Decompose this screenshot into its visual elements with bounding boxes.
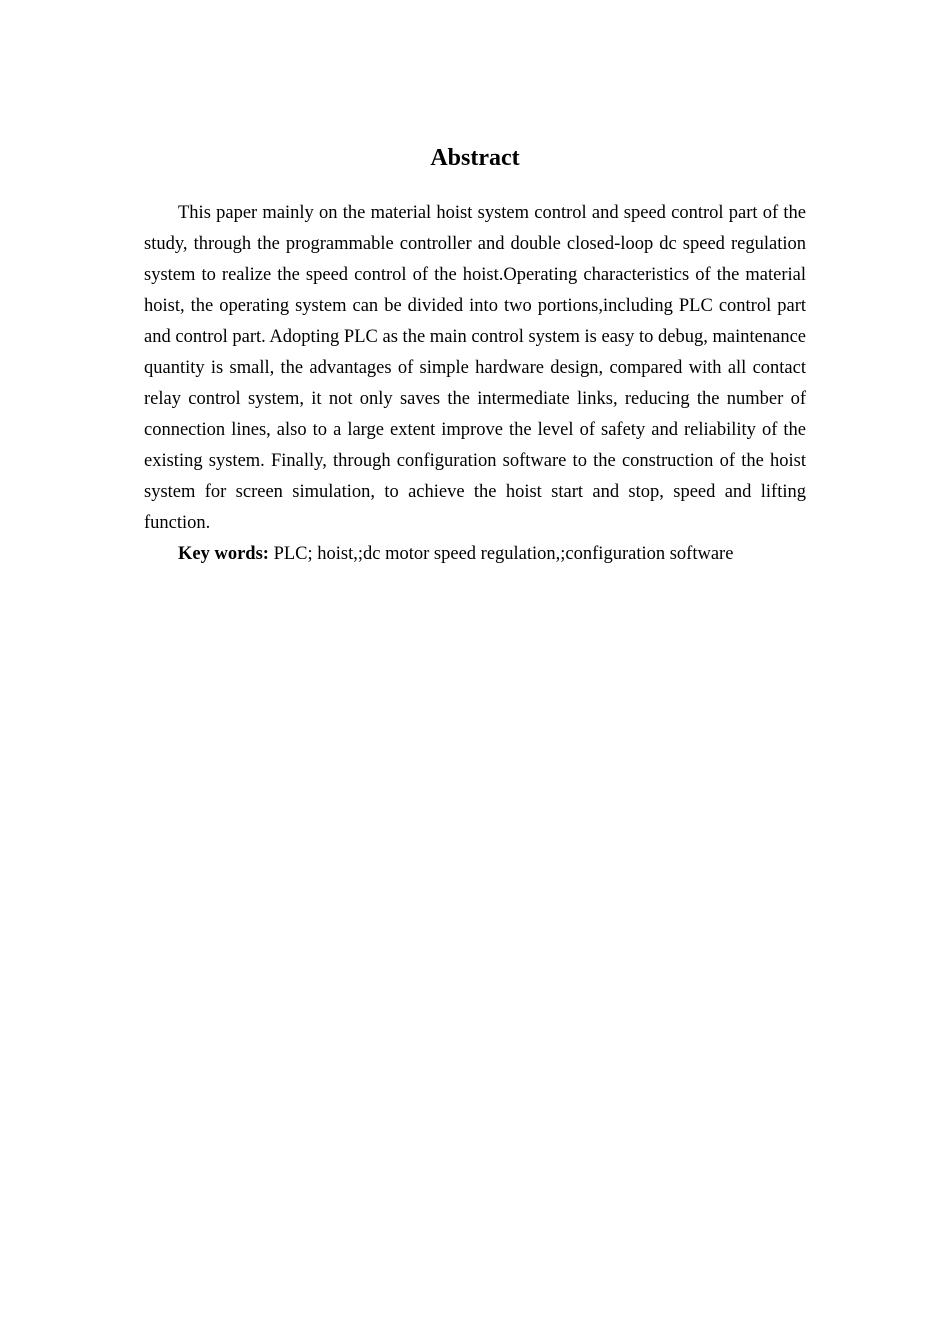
abstract-section: [144, 141, 806, 570]
keywords-line: [144, 539, 806, 570]
abstract-paragraph: This paper mainly on the material hoist system control and speed control part of the study, through the programmable controller and double closed-loop dc speed regulation system to realize the speed control of the hoist.Operating characteristics of the material hoist, the operating system can be divided into two portions,including PLC control part and control part. Adopting PLC as the main control system is easy to debug, maintenance quantity is small, the advantages of simple hardware design, compared with all contact relay control system, it not only saves the intermediate links, reducing the number of connection lines, also to a large extent improve the level of safety and reliability of the existing system. Finally, through configuration software to the construction of the hoist system for screen simulation, to achieve the hoist start and stop, speed and lifting function.: [144, 203, 806, 533]
abstract-title: Abstract: [430, 145, 520, 171]
keywords-label: Key words:: [178, 544, 269, 564]
keywords-text: PLC; hoist,;dc motor speed regulation,;configuration software: [268, 544, 734, 564]
